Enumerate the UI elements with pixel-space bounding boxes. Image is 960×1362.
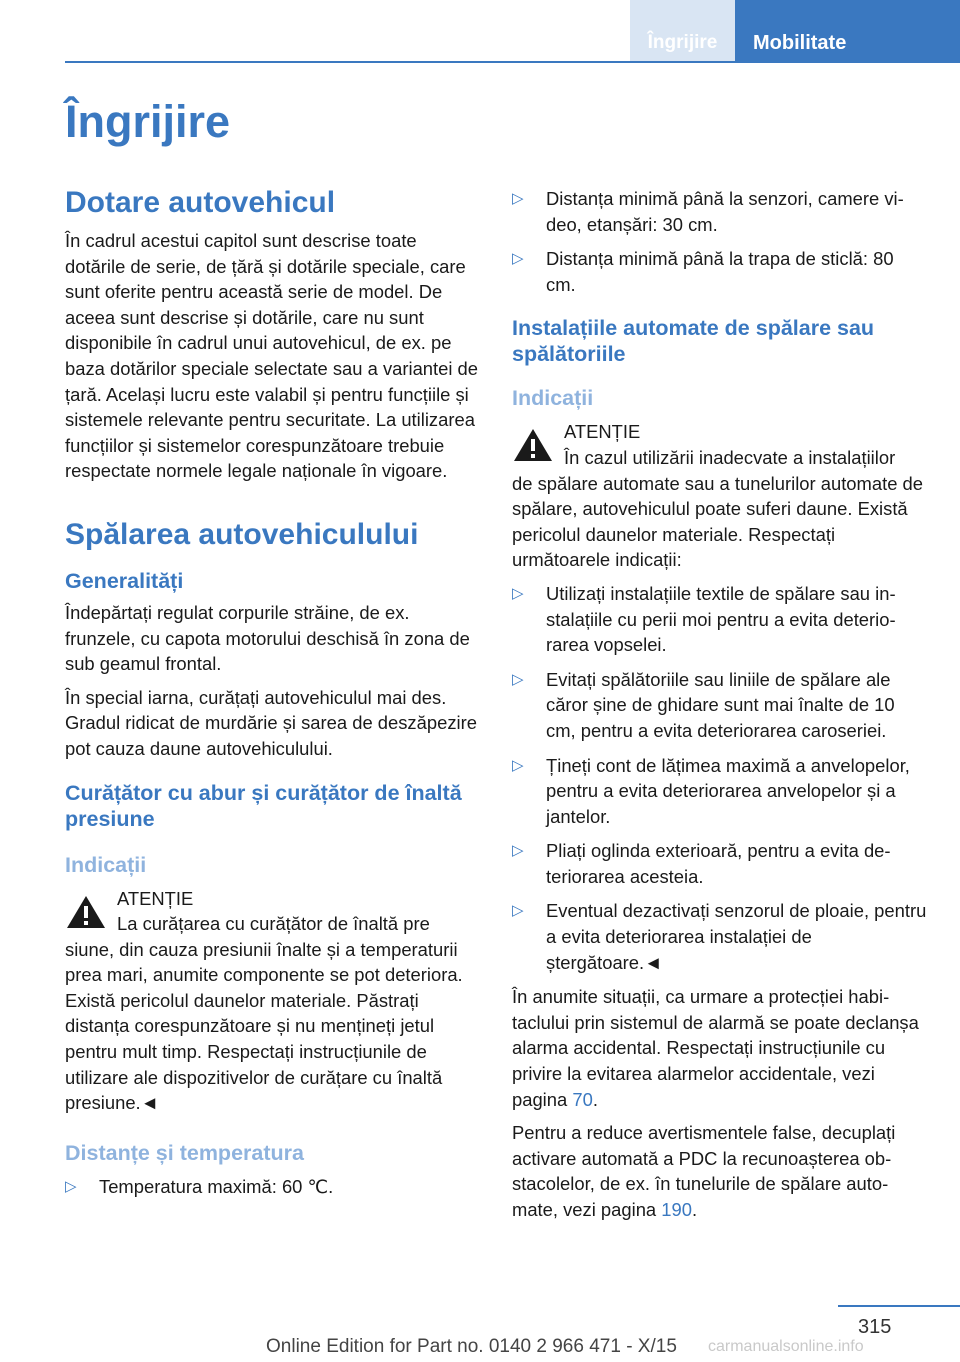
warning-title-left: ATENȚIE	[117, 887, 194, 909]
triangle-bullet-icon: ▷	[512, 584, 524, 602]
page-title: Îngrijire	[65, 96, 231, 147]
tab-mobilitate[interactable]: Mobilitate	[735, 0, 960, 61]
list-item: ▷ Temperatura maximă: 60 ℃.	[65, 1174, 480, 1200]
heading-indicatii-right: Indicații	[512, 386, 594, 411]
warning-box-left	[65, 886, 480, 937]
warning-icon	[65, 894, 107, 930]
list-item: ▷ Distanța minimă până la trapa de sticlă: 80 cm.	[512, 248, 894, 295]
warning-text-left: siune, din cauza presiunii înalte și a temperaturii prea mari, anumite componente se pot deteriora. Există pericolul daunelor materiale. Păstrați distanța corespunzătoare și nu mențineți jetul pentru mult timp. Respectați instrucțiunile de utilizare ale dispozitivelor de curățare cu înaltă presiune.◄	[65, 938, 463, 1114]
tab-ingrijire[interactable]: Îngrijire	[630, 0, 735, 61]
page-header	[0, 0, 960, 62]
paragraph-generalitati-2: În special iarna, curățați autovehiculul mai des. Gradul ridicat de murdărie și sarea de deszăpezire pot cauza daune autovehiculului.	[65, 686, 477, 759]
heading-indicatii-left: Indicații	[65, 852, 147, 877]
triangle-bullet-icon: ▷	[512, 190, 524, 207]
right-column	[512, 186, 927, 1231]
page-number: 315	[858, 1316, 892, 1338]
heading-spalare: Spălarea autovehiculului	[65, 517, 419, 551]
triangle-bullet-icon: ▷	[512, 902, 524, 920]
list-item: ▷ Țineți cont de lățimea maximă a anvelopelor, pentru a evita deteriorarea anvelopelor și a jantelor.	[512, 754, 910, 827]
list-instalatii	[512, 581, 927, 975]
paragraph-dotare: În cadrul acestui capitol sunt descrise toate dotările de serie, de țără și dotările speciale, care sunt oferite pentru această serie de model. De aceea sunt descrise și dotările, care nu sunt disponibile în cadrul unui autovehicul, de ex. pe baza dotărilor speciale selectate sau a variantei de țară. Același lucru este valabil și pentru funcțiile și sistemele relevante pentru securitate. La utilizarea funcțiilor și sistemelor corespunzătoare trebuie respectate normele legale naționale în vigoare.	[65, 230, 479, 482]
list-item: ▷ Pliați oglinda exterioară, pentru a evita deteriorarea acesteia.	[512, 840, 891, 887]
heading-instalatii: Instalațiile automate de spălare sau spălătoriile	[512, 316, 875, 367]
list-item: ▷ Utilizați instalațiile textile de spălare sau instalațiile cu perii moi pentru a evita deteriorarea vopselei.	[512, 582, 896, 656]
list-item: ▷ Distanța minimă până la senzori, camere video, etanșări: 30 cm.	[512, 188, 904, 235]
page-link-190[interactable]: 190	[661, 1199, 692, 1220]
list-distante	[65, 1174, 480, 1200]
list-item: ▷ Eventual dezactivați senzorul de ploaie, pentru a evita deteriorarea instalației de ștergătoare.◄	[512, 900, 927, 973]
heading-generalitati: Generalități	[65, 568, 184, 593]
edition-line: Online Edition for Part no. 0140 2 966 471 - X/15	[266, 1336, 677, 1357]
heading-dotare: Dotare autovehicul	[65, 186, 336, 219]
paragraph-alarm: În anumite situații, ca urmare a protecției habitaclului prin sistemul de alarmă se poate declanșa alarma accidental. Respectați instrucțiunile cu privire la evitarea alarmelor accidentale, vezi pagina 70.	[512, 986, 919, 1110]
heading-distante: Distanțe și temperatura	[65, 1140, 304, 1165]
triangle-bullet-icon: ▷	[512, 842, 524, 860]
heading-curatator: Curățător cu abur și curățător de înaltă presiune	[65, 780, 462, 831]
paragraph-pdc: Pentru a reduce avertismentele false, decuplați activare automată a PDC la recunoașterea obstacolelor, de ex. în tunelurile de spălare automate, vezi pagina 190.	[512, 1122, 896, 1220]
triangle-bullet-icon: ▷	[65, 1177, 77, 1195]
warning-box-right	[512, 419, 927, 470]
warning-text-right: de spălare automate sau a tunelurilor automate de spălare, autovehiculul poate suferi daune. Există pericolul daunelor materiale. Respectați următoarele indicații:	[512, 472, 923, 571]
list-distante-continued	[512, 186, 927, 297]
warning-lead-left: La curățarea cu curățător de înaltă pre	[117, 913, 430, 935]
triangle-bullet-icon: ▷	[512, 670, 524, 688]
page-link-70[interactable]: 70	[572, 1088, 593, 1110]
left-column	[65, 186, 480, 1208]
paragraph-generalitati-1: Îndepărtați regulat corpurile străine, de ex. frunzele, cu capota motorului deschisă în zona de sub geamul frontal.	[65, 601, 470, 675]
watermark: carmanualsonline.info	[708, 1338, 864, 1355]
warning-icon	[512, 427, 554, 463]
warning-title-right: ATENȚIE	[564, 421, 641, 443]
list-item: ▷ Evitați spălătoriile sau liniile de spălare ale căror șine de ghidare sunt mai înalte de 10 cm, pentru a evita deteriorarea caroseriei.	[512, 668, 895, 741]
triangle-bullet-icon: ▷	[512, 250, 524, 268]
header-rule	[65, 61, 960, 63]
warning-lead-right: În cazul utilizării inadecvate a instalațiilor	[564, 446, 896, 468]
triangle-bullet-icon: ▷	[512, 756, 524, 774]
footer-rule	[838, 1305, 960, 1307]
